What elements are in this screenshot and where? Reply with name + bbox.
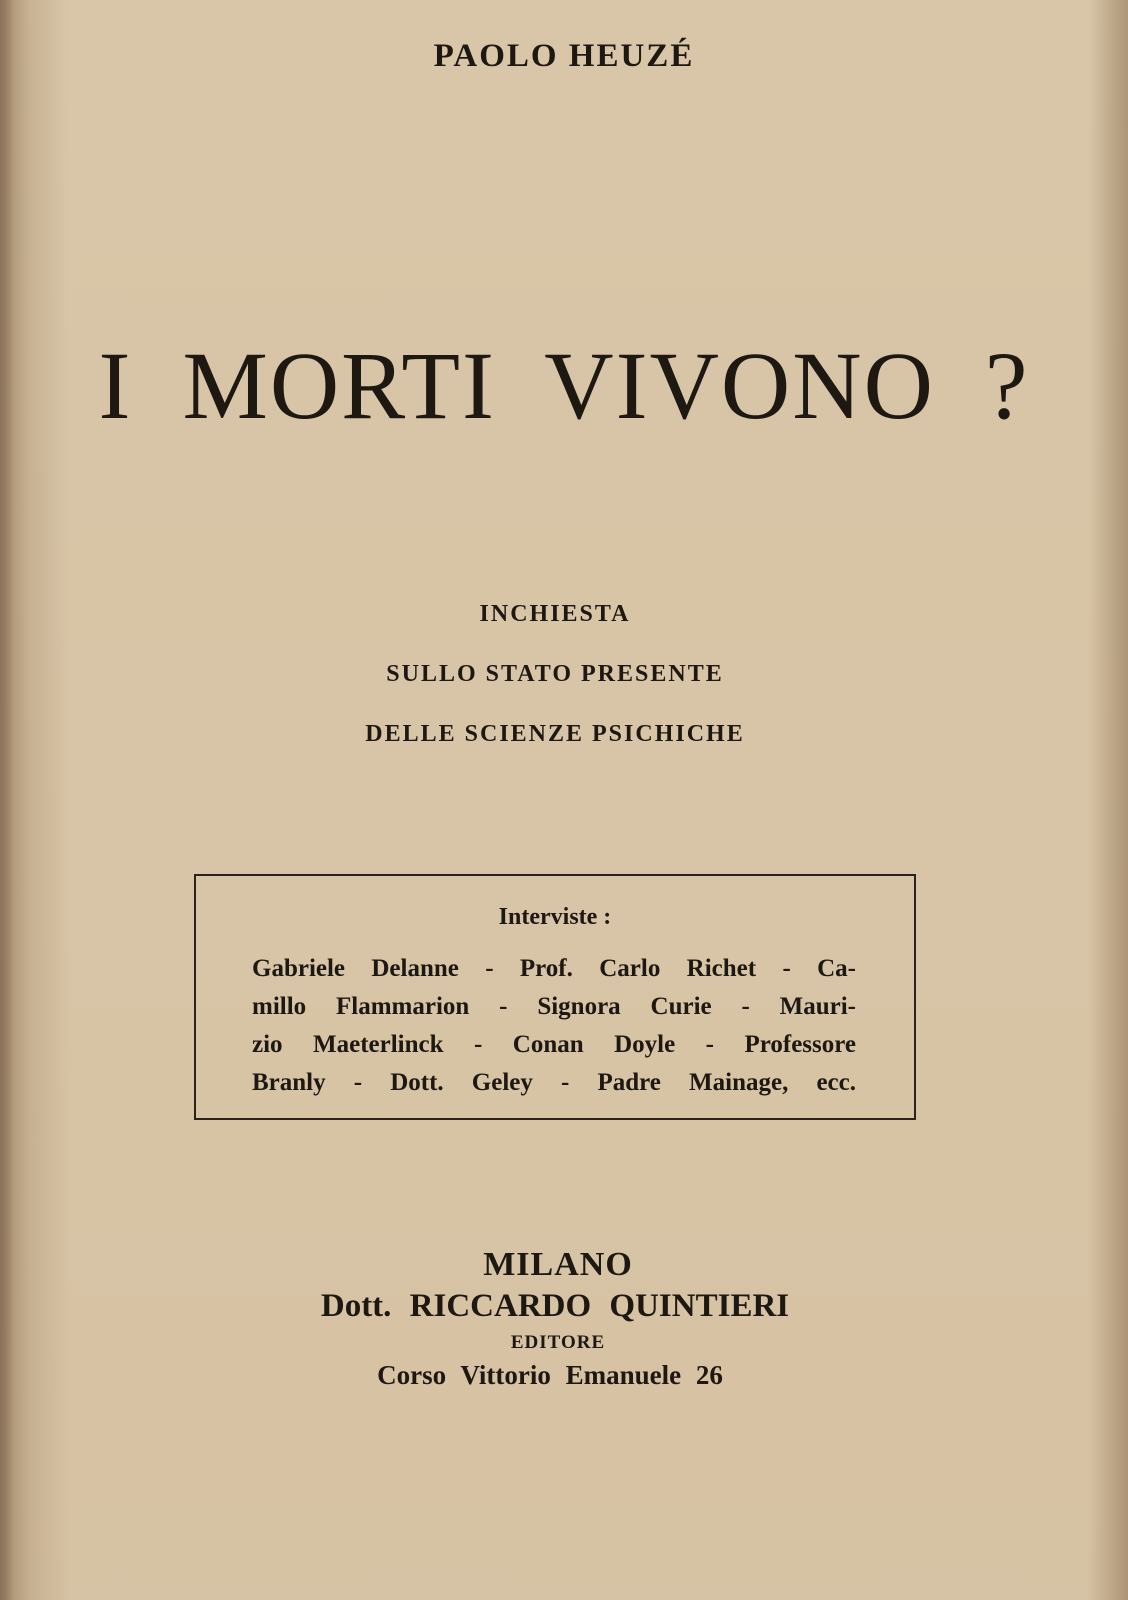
interviews-line: Gabriele Delanne - Prof. Carlo Richet - Ca- [252, 955, 856, 982]
interviews-line: millo Flammarion - Signora Curie - Mauri- [252, 993, 856, 1020]
imprint-role: EDITORE [510, 1332, 606, 1353]
interviews-line: Branly - Dott. Geley - Padre Mainage, ecc. [252, 1069, 856, 1096]
imprint-publisher: Dott. RICCARDO QUINTIERI [320, 1288, 790, 1324]
subtitle-block [0, 584, 1110, 764]
interviews-line: zio Maeterlinck - Conan Doyle - Professore [252, 1031, 856, 1058]
interviews-heading: Interviste : [498, 904, 612, 930]
imprint-address: Corso Vittorio Emanuele 26 [377, 1360, 723, 1390]
subtitle-line: DELLE SCIENZE PSICHICHE [365, 721, 745, 747]
imprint-city: MILANO [483, 1246, 633, 1283]
book-title: I MORTI VIVONO ? [98, 332, 1030, 439]
subtitle-line: SULLO STATO PRESENTE [386, 661, 724, 687]
interviews-box [194, 874, 916, 1120]
subtitle-line: INCHIESTA [479, 601, 631, 627]
author-name: PAOLO HEUZÉ [433, 38, 695, 74]
